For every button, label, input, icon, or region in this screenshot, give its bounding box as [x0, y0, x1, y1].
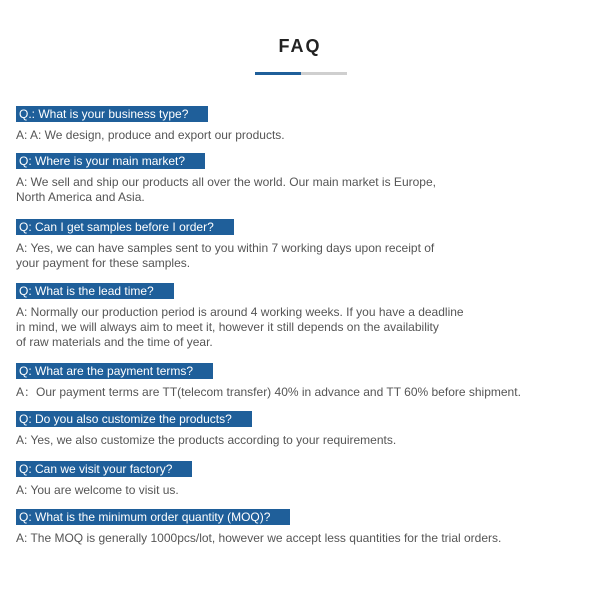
faq-item: [16, 362, 586, 400]
faq-item: [16, 282, 586, 350]
faq-item: [16, 218, 586, 271]
faq-question: Q: Can I get samples before I order?: [16, 219, 234, 235]
title-underline: [255, 72, 347, 75]
title-underline-accent: [255, 72, 301, 75]
faq-item: [16, 460, 586, 498]
faq-item: [16, 410, 586, 448]
faq-item: [16, 152, 586, 205]
faq-item: [16, 105, 586, 143]
faq-question: Q.: What is your business type?: [16, 106, 208, 122]
page-title: FAQ: [278, 36, 322, 56]
faq-question: Q: Can we visit your factory?: [16, 461, 192, 477]
faq-answer: A: Yes, we also customize the products according to your requirements.: [16, 433, 397, 447]
faq-item: [16, 508, 586, 546]
faq-list: [16, 105, 586, 546]
faq-answer: A: Normally our production period is around 4 working weeks. If you have a deadline in mind, we will always aim to meet it, however it still depends on the availability of raw materials and the time of year.: [16, 305, 464, 349]
faq-question: Q: Do you also customize the products?: [16, 411, 252, 427]
faq-answer: A: We sell and ship our products all over the world. Our main market is Europe, North America and Asia.: [16, 175, 436, 204]
faq-question: Q: What are the payment terms?: [16, 363, 213, 379]
faq-answer: A: The MOQ is generally 1000pcs/lot, however we accept less quantities for the trial orders.: [16, 531, 502, 545]
faq-question: Q: What is the lead time?: [16, 283, 174, 299]
faq-question: Q: Where is your main market?: [16, 153, 205, 169]
faq-question: Q: What is the minimum order quantity (MOQ)?: [16, 509, 290, 525]
faq-answer: A: You are welcome to visit us.: [16, 483, 179, 497]
faq-answer: A：Our payment terms are TT(telecom transfer) 40% in advance and TT 60% before shipment.: [16, 385, 521, 399]
faq-answer: A: Yes, we can have samples sent to you within 7 working days upon receipt of your payment for these samples.: [16, 241, 435, 270]
faq-answer: A: A: We design, produce and export our products.: [16, 128, 285, 142]
title-underline-gray: [301, 72, 347, 75]
